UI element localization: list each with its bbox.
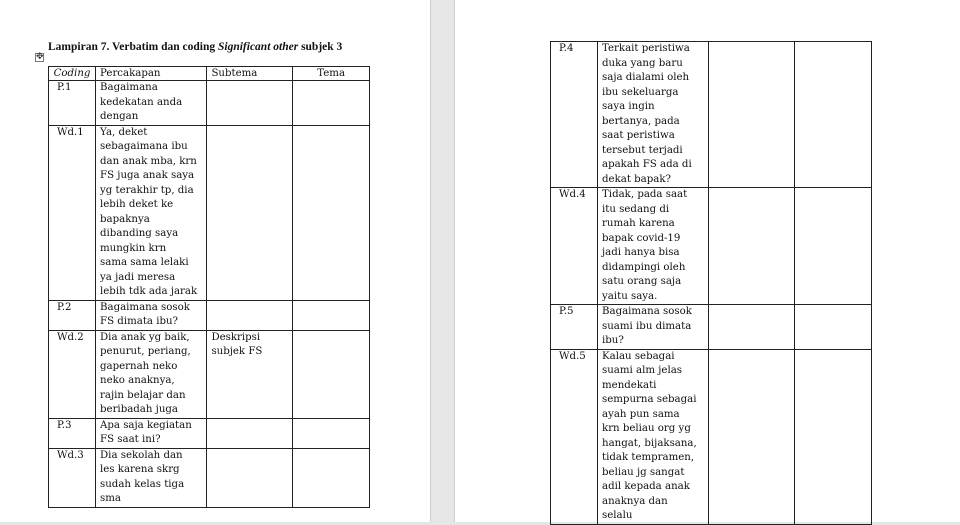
table-row <box>49 125 370 300</box>
subtema-cell[interactable] <box>709 349 795 524</box>
coding-cell[interactable]: Wd.3 <box>49 448 96 507</box>
coding-cell[interactable]: P.5 <box>551 305 598 350</box>
subtema-cell[interactable]: Deskripsi subjek FS <box>207 330 293 418</box>
coding-cell[interactable]: Wd.2 <box>49 330 96 418</box>
percakapan-cell[interactable]: Dia sekolah dan les karena skrg sudah kelas tiga sma <box>96 448 207 507</box>
subtema-cell[interactable] <box>207 125 293 300</box>
title-italic-text: Significant other <box>217 41 299 53</box>
subtema-cell[interactable] <box>709 305 795 350</box>
verbatim-table <box>48 66 370 508</box>
tema-cell[interactable] <box>795 188 872 305</box>
tema-cell[interactable] <box>795 349 872 524</box>
header-coding: Coding <box>49 67 96 81</box>
header-subtema: Subtema <box>207 67 293 81</box>
title-text: Lampiran 7. Verbatim dan coding <box>48 41 218 53</box>
coding-cell[interactable]: P.2 <box>49 300 96 330</box>
table-row <box>49 418 370 448</box>
percakapan-cell[interactable]: Apa saja kegiatan FS saat ini? <box>96 418 207 448</box>
title-suffix-text: subjek 3 <box>298 41 343 53</box>
subtema-cell[interactable] <box>207 81 293 126</box>
percakapan-cell[interactable]: Terkait peristiwa duka yang baru saja dialami oleh ibu sekeluarga saya ingin bertanya, pada saat peristiwa tersebut terjadi apakah FS ada di dekat bapak? <box>598 42 709 188</box>
tema-cell[interactable] <box>795 42 872 188</box>
tema-cell[interactable] <box>293 125 370 300</box>
table-row <box>49 330 370 418</box>
header-tema: Tema <box>293 67 370 81</box>
percakapan-cell[interactable]: Ya, deket sebagaimana ibu dan anak mba, krn FS juga anak saya yg terakhir tp, dia lebih deket ke bapaknya dibanding saya mungkin krn sama sama lelaki ya jadi meresa lebih tdk ada jarak <box>96 125 207 300</box>
percakapan-cell[interactable]: Kalau sebagai suami alm jelas mendekati sempurna sebagai ayah pun sama krn beliau org yg hangat, bijaksana, tidak tempramen, beliau jg sangat adil kepada anak anaknya dan selalu <box>598 349 709 524</box>
table-row <box>49 300 370 330</box>
tema-cell[interactable] <box>293 418 370 448</box>
tema-cell[interactable] <box>293 81 370 126</box>
percakapan-cell[interactable]: Tidak, pada saat itu sedang di rumah karena bapak covid-19 jadi hanya bisa didampingi oleh satu orang saja yaitu saya. <box>598 188 709 305</box>
percakapan-cell[interactable]: Bagaimana kedekatan anda dengan <box>96 81 207 126</box>
header-percakapan: Percakapan <box>96 67 207 81</box>
tema-cell[interactable] <box>293 300 370 330</box>
table-row <box>49 81 370 126</box>
coding-cell[interactable]: Wd.5 <box>551 349 598 524</box>
tema-cell[interactable] <box>293 330 370 418</box>
coding-cell[interactable]: Wd.4 <box>551 188 598 305</box>
table-row <box>551 42 872 188</box>
percakapan-cell[interactable]: Bagaimana sosok suami ibu dimata ibu? <box>598 305 709 350</box>
percakapan-cell[interactable]: Dia anak yg baik, penurut, periang, gapernah neko neko anaknya, rajin belajar dan beribadah juga <box>96 330 207 418</box>
table-header-row <box>49 67 370 81</box>
subtema-cell[interactable] <box>207 418 293 448</box>
coding-cell[interactable]: P.3 <box>49 418 96 448</box>
verbatim-table-continued <box>550 41 872 525</box>
subtema-cell[interactable] <box>709 188 795 305</box>
coding-cell[interactable]: P.1 <box>49 81 96 126</box>
coding-cell[interactable]: Wd.1 <box>49 125 96 300</box>
document-title <box>48 41 342 53</box>
tema-cell[interactable] <box>293 448 370 507</box>
subtema-cell[interactable] <box>207 448 293 507</box>
subtema-cell[interactable] <box>709 42 795 188</box>
tema-cell[interactable] <box>795 305 872 350</box>
subtema-cell[interactable] <box>207 300 293 330</box>
percakapan-cell[interactable]: Bagaimana sosok FS dimata ibu? <box>96 300 207 330</box>
table-row <box>551 349 872 524</box>
table-row <box>551 305 872 350</box>
table-move-handle-icon[interactable]: ✥ <box>36 52 44 62</box>
table-row <box>49 448 370 507</box>
table-row <box>551 188 872 305</box>
coding-cell[interactable]: P.4 <box>551 42 598 188</box>
document-page-left <box>0 0 431 522</box>
